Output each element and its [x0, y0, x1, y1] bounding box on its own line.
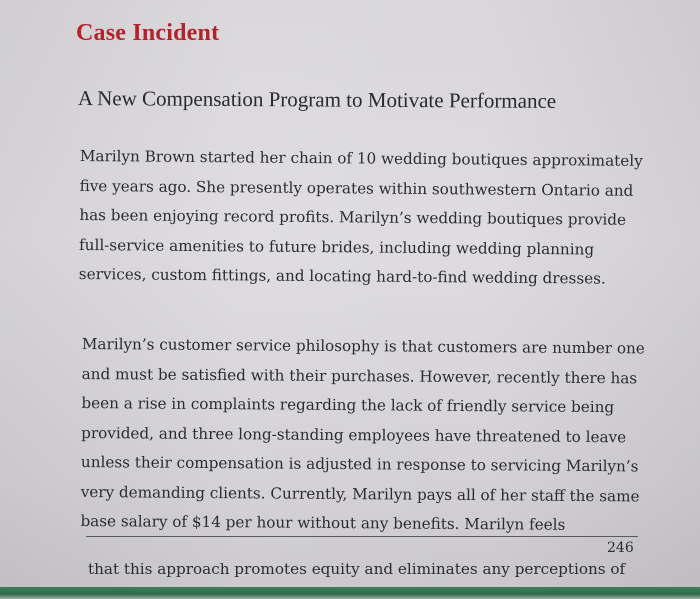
paragraph-1	[79, 142, 670, 295]
continuation-line: that this approach promotes equity and eliminates any perceptions of	[88, 560, 626, 578]
paragraph-line: five years ago. She presently operates within southwestern Ontario and	[79, 176, 634, 200]
paragraph-line: provided, and three long-standing employees have threatened to leave	[81, 423, 627, 446]
paragraph-line: and must be satisfied with their purchases. However, recently there has	[81, 364, 638, 387]
paragraph-line: services, custom fittings, and locating hard-to-find wedding dresses.	[78, 264, 606, 288]
page-number: 246	[607, 540, 634, 556]
paragraph-line: Marilyn’s customer service philosophy is that customers are number one	[81, 334, 645, 358]
section-heading: Case Incident	[76, 20, 220, 46]
paragraph-line: full-service amenities to future brides, including wedding planning	[79, 235, 595, 258]
paragraph-line: Marilyn Brown started her chain of 10 wedding boutiques approximately	[79, 146, 643, 170]
paragraph-line: been a rise in complaints regarding the lack of friendly service being	[81, 393, 615, 417]
paragraph-line: very demanding clients. Currently, Marilyn pays all of her staff the same	[80, 482, 640, 505]
paragraph-line: base salary of $14 per hour without any benefits. Marilyn feels	[80, 511, 566, 534]
bottom-color-band	[0, 587, 700, 599]
paragraph-line: has been enjoying record profits. Marilyn’s wedding boutiques provide	[79, 205, 627, 229]
paragraph-line: unless their compensation is adjusted in response to servicing Marilyn’s	[80, 452, 639, 476]
case-title: A New Compensation Program to Motivate Performance	[77, 86, 557, 113]
paragraph-2	[80, 330, 652, 541]
page-footer-rule	[86, 536, 638, 537]
